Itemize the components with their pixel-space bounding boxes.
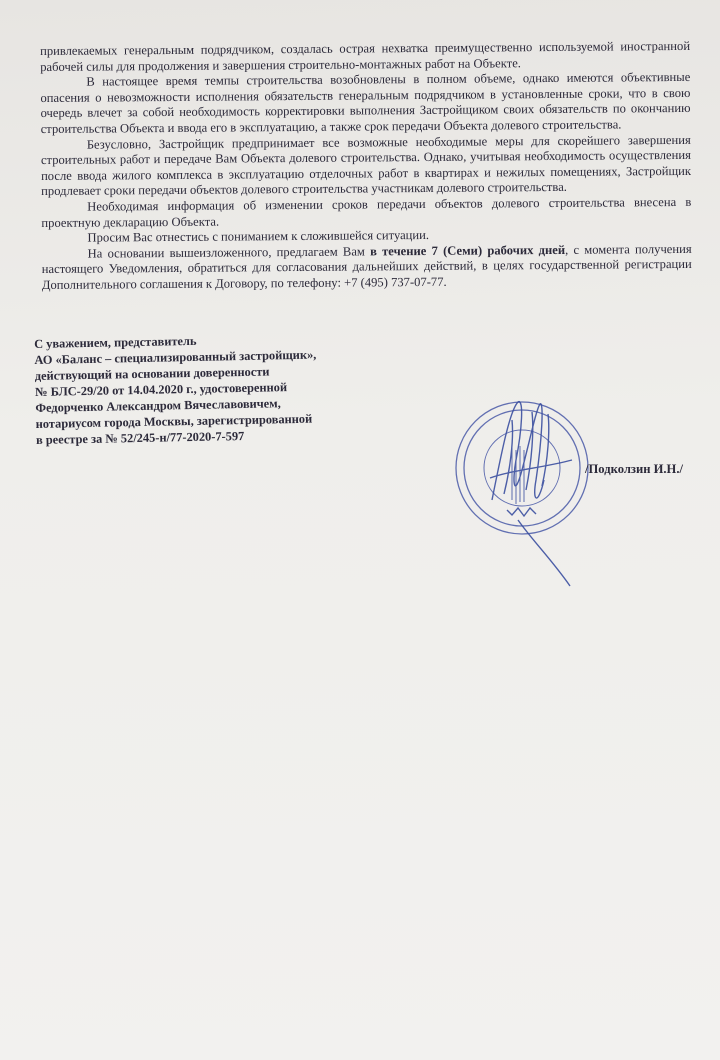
paragraph-2: В настоящее время темпы строительства возобновлены в полном объеме, однако имеются объективные опасения о невозможности исполнения обязательств генеральным подрядчиком в установленные сроки, что в свою очередь влечет за собой необходимость корректировки выполнения Застройщиком своих обязательств по окончанию строительства Объекта и ввода его в эксплуатацию, а также срок передачи Объекта долевого строительства. [40,70,691,136]
letter-body [40,39,692,294]
paragraph-6-part2: , с момента получения настоящего Уведомления, обратиться для согласования дальнейших действий, в целях государственной регистрации Дополнительного соглашения к Договору, по телефону: +7 (495) 737-07-77. [41,241,692,292]
paragraph-4: Необходимая информация об изменении сроков передачи объектов долевого строительства внесена в проектную декларацию Объекта. [41,194,692,230]
signature-line-5: Федорченко Александром Вячеславовичем, [35,396,281,415]
signature-block [34,329,376,448]
paragraph-5: Просим Вас отнестись с пониманием к сложившейся ситуации. [87,228,430,245]
signature-line-6: нотариусом города Москвы, зарегистрированной [35,411,313,431]
signature-line-7: в реестре за № 52/245-н/77-2020-7-597 [35,428,245,447]
signature-line-1: С уважением, представитель [34,333,197,351]
handwritten-signature [490,402,572,586]
signature-line-4: № БЛС-29/20 от 14.04.2020 г., удостоверенной [34,380,288,399]
signature-line-3: действующий на основании доверенности [34,364,270,383]
signature-line-2: АО «Баланс – специализированный застройщик», [34,347,317,367]
signer-name: /Подколзин И.Н./ [585,462,683,476]
paragraph-6-deadline: в течение 7 (Семи) рабочих дней [370,242,566,259]
paragraph-3: Безусловно, Застройщик предпринимает все возможные необходимые меры для скорейшего завершения строительных работ и передаче Вам Объекта долевого строительства. Однако, учитывая необходимость осуществления после ввода жилого комплекса в эксплуатацию отделочных работ в квартирах и нежилых помещениях, Застройщик продлевает сроки передачи объектов долевого строительства участникам долевого строительства. [40,132,692,199]
paragraph-6 [42,242,692,294]
company-seal-and-signature [452,390,592,590]
paragraph-6-part1: На основании вышеизложенного, предлагаем Вам [87,244,371,261]
paragraph-1: привлекаемых генеральным подрядчиком, создалась острая нехватка преимущественно используемой иностранной рабочей силы для продолжения и завершения строительно-монтажных работ на Объекте. [40,38,691,74]
